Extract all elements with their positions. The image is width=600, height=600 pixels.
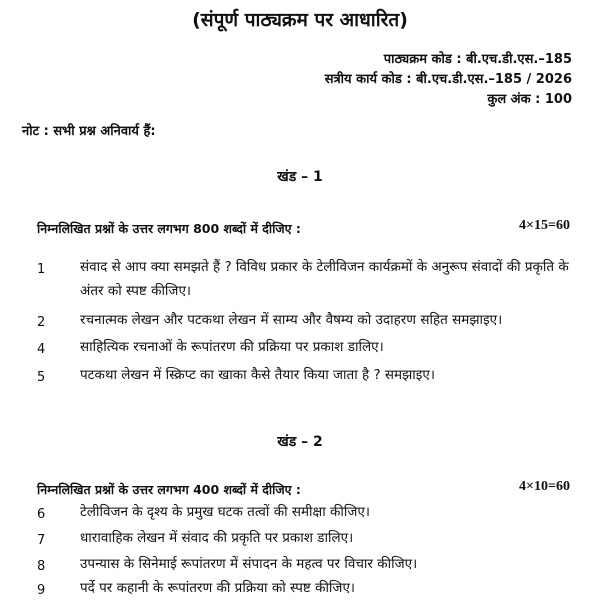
question-text: टेलीविजन के दृश्य के प्रमुख घटक तत्वों की समीक्षा कीजिए।	[80, 504, 370, 520]
instructions-note: नोट : सभी प्रश्न अनिवार्य हैं:	[22, 124, 156, 139]
question-number: 8	[37, 559, 46, 574]
assignment-code: सत्रीय कार्य कोड : बी.एच.डी.एस.–185 / 2026	[324, 72, 572, 87]
question-text: पर्दे पर कहानी के रूपांतरण की प्रक्रिया को स्पष्ट कीजिए।	[80, 580, 356, 596]
question-text: साहित्यिक रचनाओं के रूपांतरण की प्रक्रिया पर प्रकाश डालिए।	[80, 339, 384, 355]
question-number: 7	[37, 533, 46, 548]
section-2-title: खंड – 2	[277, 434, 323, 450]
question-text: पटकथा लेखन में स्क्रिप्ट का खाका कैसे तैयार किया जाता है ? समझाइए।	[80, 367, 436, 383]
question-text: रचनात्मक लेखन और पटकथा लेखन में साम्य और वैषम्य को उदाहरण सहित समझाइए।	[80, 312, 503, 328]
question-text: धारावाहिक लेखन में संवाद की प्रकृति पर प्रकाश डालिए।	[80, 530, 354, 546]
question-text: संवाद से आप क्या समझते हैं ? विविध प्रकार के टेलीविजन कार्यक्रमों के अनुरूप संवादों की प्रकृति के अंतर को स्पष्ट कीजिए।	[80, 259, 569, 299]
page-heading: (संपूर्ण पाठ्यक्रम पर आधारित)	[192, 9, 408, 31]
question-number: 4	[37, 342, 46, 357]
section-2-marks: 4×10=60	[519, 479, 570, 494]
section-1-title: खंड – 1	[277, 169, 323, 185]
question-number: 5	[37, 370, 46, 385]
section-1-marks: 4×15=60	[519, 218, 570, 233]
question-number: 6	[37, 507, 46, 522]
question-number: 2	[37, 315, 46, 330]
question-number: 9	[37, 583, 46, 598]
total-marks: कुल अंक : 100	[487, 92, 572, 107]
section-1-instruction: निम्नलिखित प्रश्नों के उत्तर लगभग 800 शब्दों में दीजिए :	[37, 221, 301, 236]
section-2-instruction: निम्नलिखित प्रश्नों के उत्तर लगभग 400 शब्दों में दीजिए :	[37, 482, 301, 497]
question-number: 1	[37, 262, 46, 277]
question-text: उपन्यास के सिनेमाई रूपांतरण में संपादन के महत्व पर विचार कीजिए।	[80, 556, 418, 572]
course-code: पाठ्यक्रम कोड : बी.एच.डी.एस.–185	[383, 52, 572, 67]
course-meta	[325, 50, 572, 110]
